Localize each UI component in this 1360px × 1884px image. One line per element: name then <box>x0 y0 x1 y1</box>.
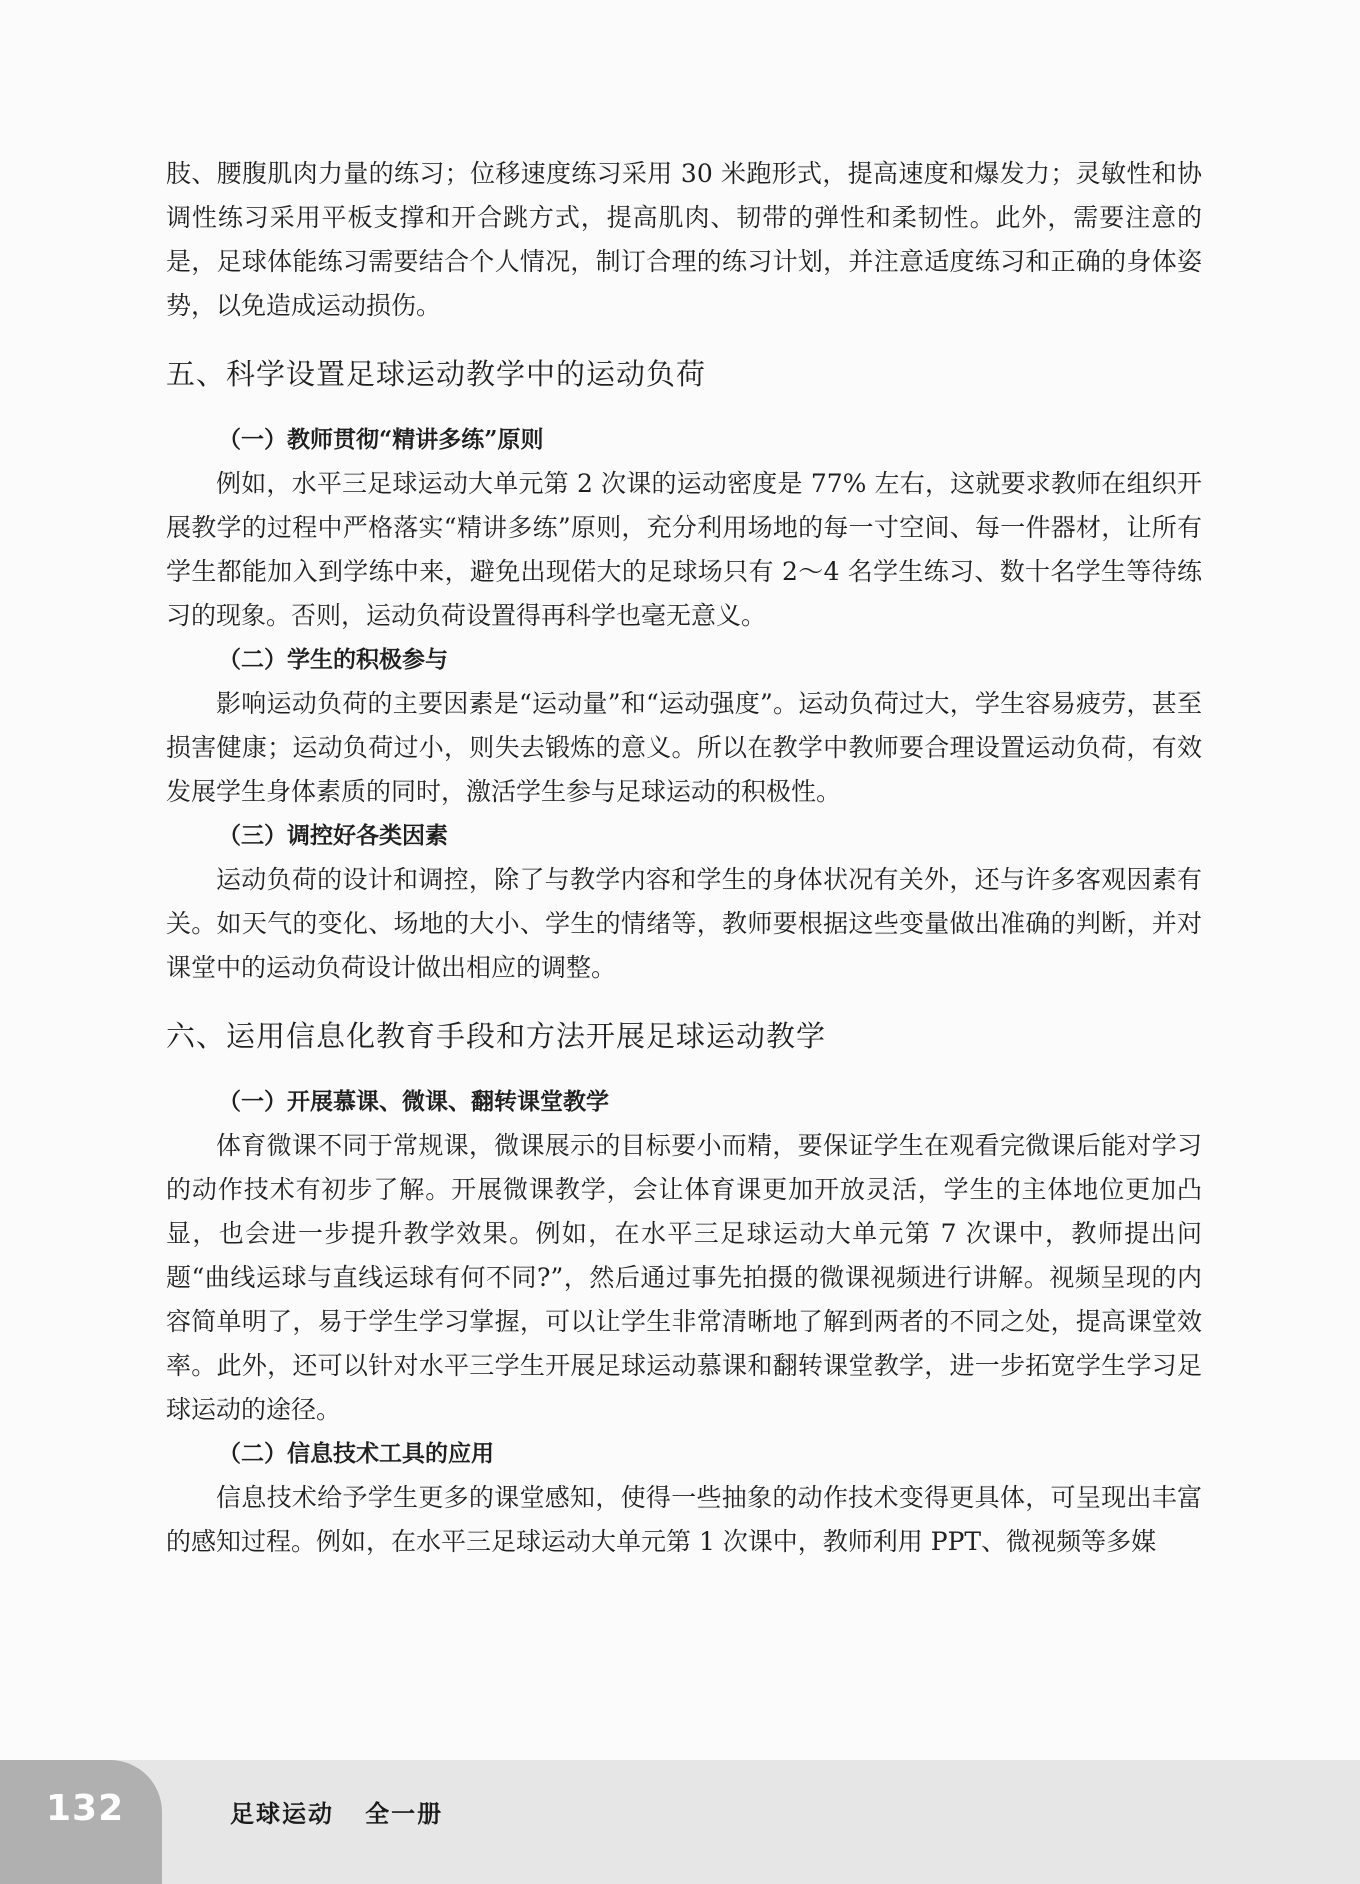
subsection-heading: （二）学生的积极参与 <box>218 646 448 673</box>
page-content <box>166 152 1202 1564</box>
subsection-heading: （一）教师贯彻“精讲多练”原则 <box>218 426 544 453</box>
paragraph: 例如，水平三足球运动大单元第 2 次课的运动密度是 77% 左右，这就要求教师在组织开展教学的过程中严格落实“精讲多练”原则，充分利用场地的每一寸空间、每一件器材，让所有学生都能加入到学练中来，避免出现偌大的足球场只有 2～4 名学生练习、数十名学生等待练习的现象。否则，运动负荷设置得再科学也毫无意义。 <box>166 469 1202 630</box>
subsection-heading: （二）信息技术工具的应用 <box>218 1440 494 1467</box>
paragraph: 信息技术给予学生更多的课堂感知，使得一些抽象的动作技术变得更具体，可呈现出丰富的感知过程。例如，在水平三足球运动大单元第 1 次课中，教师利用 PPT、微视频等多媒 <box>166 1483 1202 1556</box>
subsection-heading: （三）调控好各类因素 <box>218 822 448 849</box>
subsection-heading: （一）开展慕课、微课、翻转课堂教学 <box>218 1088 609 1115</box>
section-heading: 五、科学设置足球运动教学中的运动负荷 <box>166 357 707 391</box>
paragraph: 体育微课不同于常规课，微课展示的目标要小而精，要保证学生在观看完微课后能对学习的动作技术有初步了解。开展微课教学，会让体育课更加开放灵活，学生的主体地位更加凸显，也会进一步提升教学效果。例如，在水平三足球运动大单元第 7 次课中，教师提出问题“曲线运球与直线运球有何不同?”，然后通过事先拍摄的微课视频进行讲解。视频呈现的内容简单明了，易于学生学习掌握，可以让学生非常清晰地了解到两者的不同之处，提高课堂效率。此外，还可以针对水平三学生开展足球运动慕课和翻转课堂教学，进一步拓宽学生学习足球运动的途径。 <box>166 1131 1202 1424</box>
page-number: 132 <box>46 1788 125 1829</box>
page-number-tab <box>0 1760 162 1884</box>
paragraph: 肢、腰腹肌肉力量的练习；位移速度练习采用 30 米跑形式，提高速度和爆发力；灵敏性和协调性练习采用平板支撑和开合跳方式，提高肌肉、韧带的弹性和柔韧性。此外，需要注意的是，足球体能练习需要结合个人情况，制订合理的练习计划，并注意适度练习和正确的身体姿势，以免造成运动损伤。 <box>166 159 1202 320</box>
section-heading: 六、运用信息化教育手段和方法开展足球运动教学 <box>166 1019 827 1053</box>
page-footer <box>0 1760 1360 1884</box>
book-title: 足球运动 全一册 <box>230 1800 444 1828</box>
paragraph: 运动负荷的设计和调控，除了与教学内容和学生的身体状况有关外，还与许多客观因素有关。如天气的变化、场地的大小、学生的情绪等，教师要根据这些变量做出准确的判断，并对课堂中的运动负荷设计做出相应的调整。 <box>166 865 1202 982</box>
paragraph: 影响运动负荷的主要因素是“运动量”和“运动强度”。运动负荷过大，学生容易疲劳，甚至损害健康；运动负荷过小，则失去锻炼的意义。所以在教学中教师要合理设置运动负荷，有效发展学生身体素质的同时，激活学生参与足球运动的积极性。 <box>166 689 1202 806</box>
